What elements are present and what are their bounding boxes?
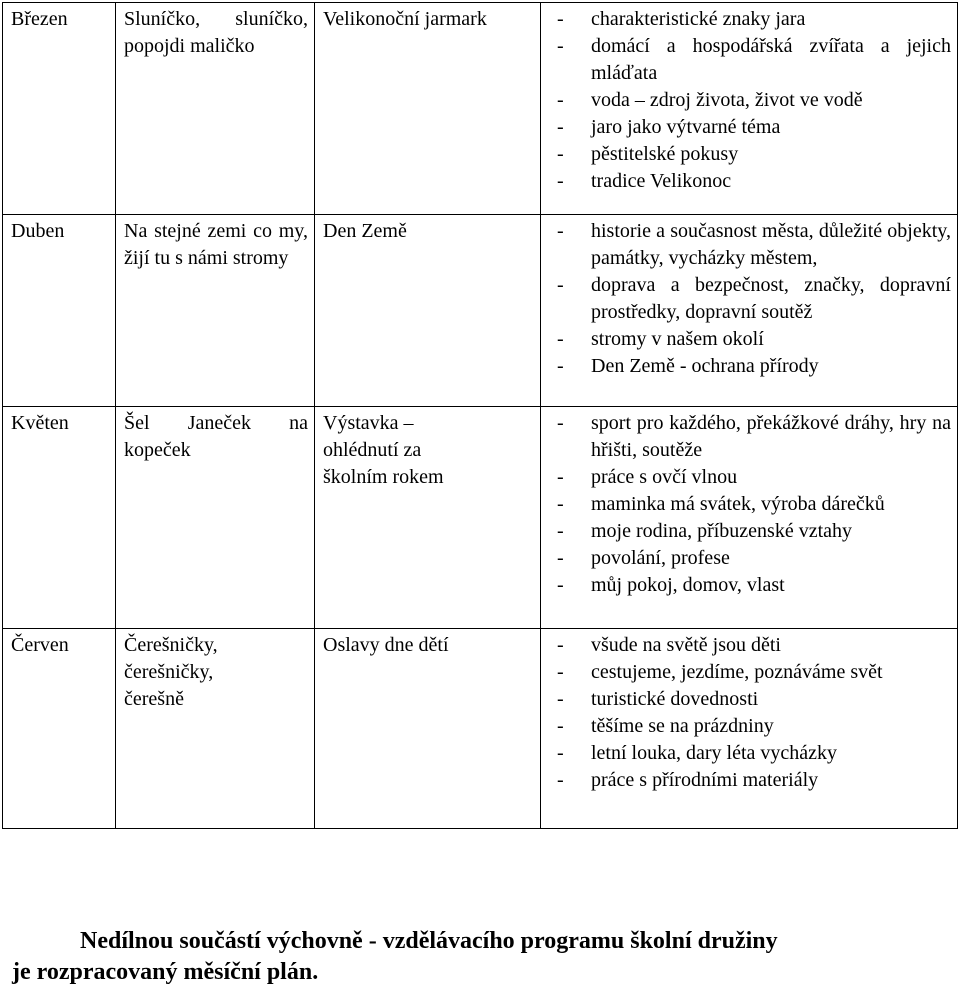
list-item: - všude na světě jsou děti [549,632,951,659]
table-row [3,629,958,829]
list-item: - tradice Velikonoc [549,168,951,195]
list-item: - jaro jako výtvarné téma [549,114,951,141]
event-cell: Den Země [315,215,541,407]
month-cell: Duben [3,215,116,407]
table-row [3,215,958,407]
list-item: - domácí a hospodářská zvířata a jejich mláďata [549,33,951,87]
list-item: - doprava a bezpečnost, značky, dopravní prostředky, dopravní soutěž [549,272,951,326]
event-cell [315,407,541,629]
table-row [3,3,958,215]
closing-note-line-2: je rozpracovaný měsíční plán. [12,959,319,985]
monthly-plan-table [2,2,958,829]
topic-cell [116,629,315,829]
list-item: - pěstitelské pokusy [549,141,951,168]
month-cell: Červen [3,629,116,829]
event-cell: Velikonoční jarmark [315,3,541,215]
list-item: - turistické dovednosti [549,686,951,713]
topic-cell: Sluníčko, sluníčko, popojdi maličko [116,3,315,215]
list-item: - práce s přírodními materiály [549,767,951,794]
activities-cell [541,3,958,215]
list-item: - stromy v našem okolí [549,326,951,353]
activities-cell [541,407,958,629]
list-item: - povolání, profese [549,545,951,572]
list-item: - cestujeme, jezdíme, poznáváme svět [549,659,951,686]
activity-list [549,218,951,380]
activity-list [549,410,951,599]
list-item: - moje rodina, příbuzenské vztahy [549,518,951,545]
topic-text: Čerešničky, čerešničky, čerešně [124,634,218,710]
list-item: - historie a současnost města, důležité objekty, památky, vycházky městem, [549,218,951,272]
month-cell: Květen [3,407,116,629]
list-item: - charakteristické znaky jara [549,6,951,33]
month-cell: Březen [3,3,116,215]
topic-cell: Šel Janeček na kopeček [116,407,315,629]
activity-list [549,632,951,794]
list-item: - letní louka, dary léta vycházky [549,740,951,767]
list-item: - sport pro každého, překážkové dráhy, hry na hřišti, soutěže [549,410,951,464]
topic-cell: Na stejné zemi co my, žijí tu s námi stromy [116,215,315,407]
event-cell: Oslavy dne dětí [315,629,541,829]
closing-note [12,926,932,988]
table-row [3,407,958,629]
activities-cell [541,629,958,829]
list-item: - můj pokoj, domov, vlast [549,572,951,599]
event-text: Výstavka – ohlédnutí za školním rokem [323,412,444,488]
list-item: - voda – zdroj života, život ve vodě [549,87,951,114]
list-item: - Den Země - ochrana přírody [549,353,951,380]
activity-list [549,6,951,195]
list-item: - maminka má svátek, výroba dárečků [549,491,951,518]
list-item: - práce s ovčí vlnou [549,464,951,491]
list-item: - těšíme se na prázdniny [549,713,951,740]
activities-cell [541,215,958,407]
closing-note-line-1: Nedílnou součástí výchovně - vzdělávacího programu školní družiny [80,928,778,954]
